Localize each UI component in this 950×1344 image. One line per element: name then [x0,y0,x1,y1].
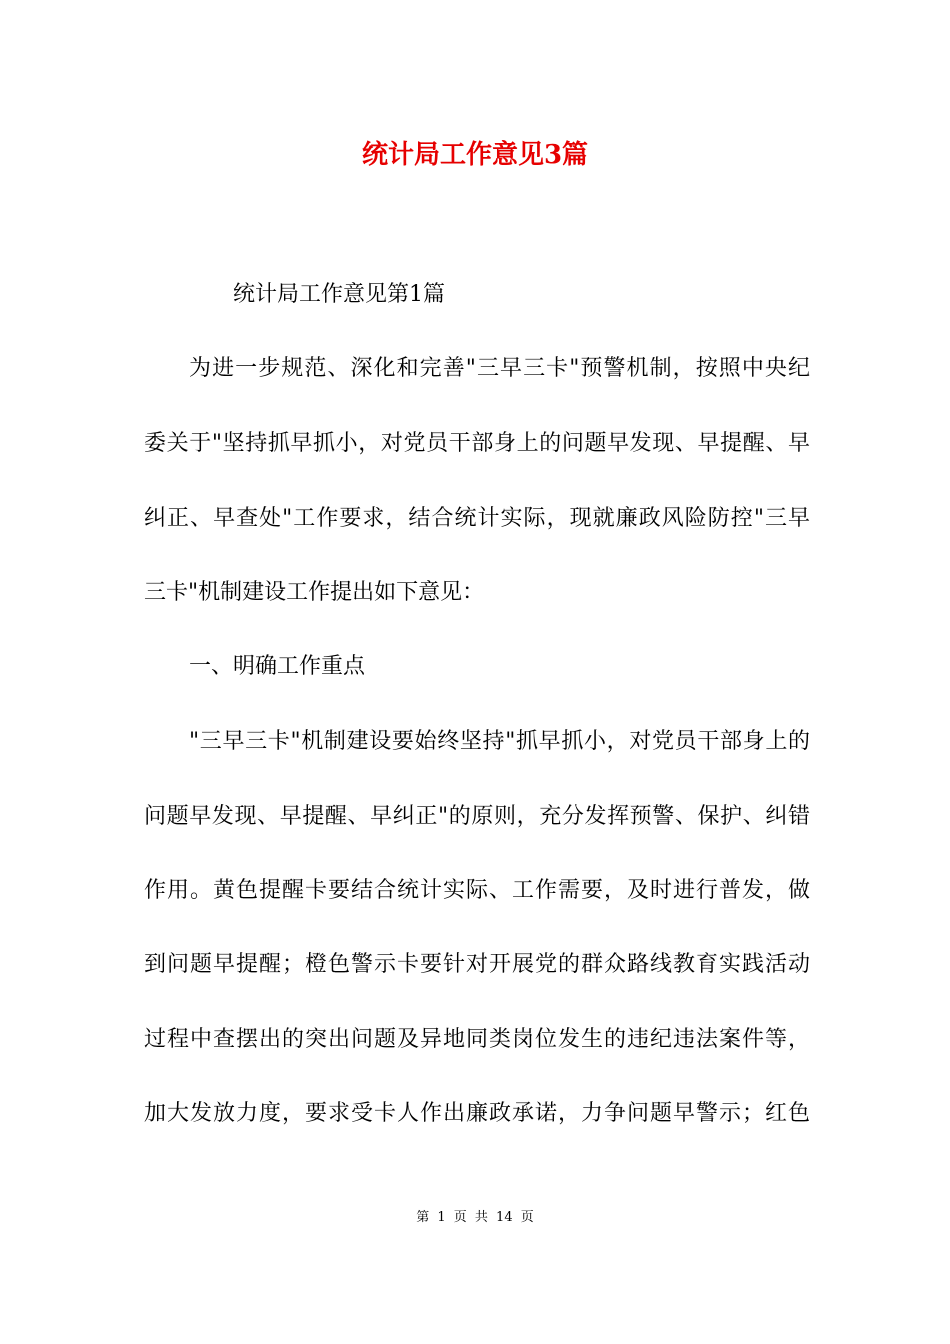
paragraph-line: 作用。黄色提醒卡要结合统计实际、工作需要，及时进行普发，做 [144,878,810,903]
section-subtitle: 统计局工作意见第1篇 [233,282,445,307]
paragraph-line: 纠正、早查处"工作要求，结合统计实际，现就廉政风险防控"三早 [144,506,810,531]
document-title: 统计局工作意见3篇 [361,140,589,170]
paragraph-line: "三早三卡"机制建设要始终坚持"抓早抓小，对党员干部身上的 [189,729,810,754]
paragraph-line: 为进一步规范、深化和完善"三早三卡"预警机制，按照中央纪 [189,356,810,381]
paragraph-line: 委关于"坚持抓早抓小，对党员干部身上的问题早发现、早提醒、早 [144,431,810,456]
paragraph-line: 到问题早提醒；橙色警示卡要针对开展党的群众路线教育实践活动 [144,952,810,977]
paragraph-line: 三卡"机制建设工作提出如下意见： [144,580,485,605]
paragraph-line: 加大发放力度，要求受卡人作出廉政承诺，力争问题早警示；红色 [144,1101,810,1126]
paragraph-line: 问题早发现、早提醒、早纠正"的原则，充分发挥预警、保护、纠错 [144,804,810,829]
page-number-footer: 第 1 页 共 14 页 [416,1210,534,1225]
section-heading: 一、明确工作重点 [189,654,366,679]
paragraph-line: 过程中查摆出的突出问题及异地同类岗位发生的违纪违法案件等， [144,1027,810,1052]
